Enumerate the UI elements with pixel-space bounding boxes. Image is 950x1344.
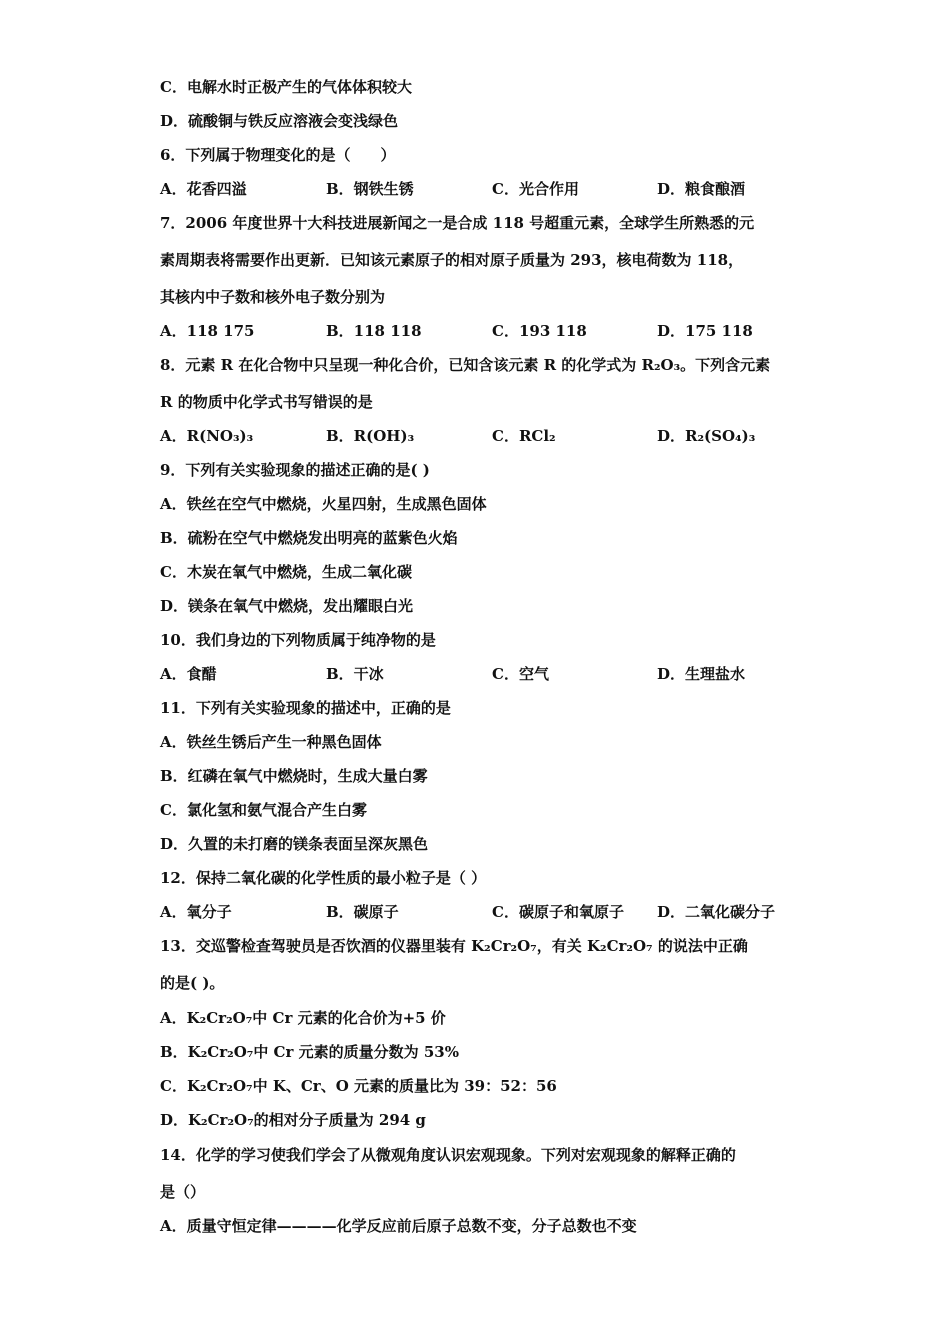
- q10-option-b: B．干冰: [326, 665, 384, 683]
- q8-option-c: C．RCl₂: [492, 427, 556, 445]
- q9-option-d: D．镁条在氧气中燃烧，发出耀眼白光: [160, 597, 414, 615]
- q14-stem-line1: 14．化学的学习使我们学会了从微观角度认识宏观现象。下列对宏观现象的解释正确的: [160, 1146, 736, 1164]
- q11-option-b: B．红磷在氧气中燃烧时，生成大量白雾: [160, 767, 428, 785]
- q5-option-c: C．电解水时正极产生的气体体积较大: [160, 78, 412, 96]
- q7-option-b: B．118 118: [326, 322, 422, 340]
- q5-option-d: D．硫酸铜与铁反应溶液会变浅绿色: [160, 112, 399, 130]
- q11-stem: 11．下列有关实验现象的描述中，正确的是: [160, 699, 451, 717]
- q11-option-c: C．氯化氢和氨气混合产生白雾: [160, 801, 367, 819]
- q6-option-a: A．花香四溢: [160, 180, 247, 198]
- q13-option-b: B．K₂Cr₂O₇中 Cr 元素的质量分数为 53%: [160, 1043, 459, 1061]
- q9-option-a: A．铁丝在空气中燃烧，火星四射，生成黑色固体: [160, 495, 487, 513]
- q6-stem: 6．下列属于物理变化的是（ ）: [160, 146, 396, 164]
- q7-stem-line2: 素周期表将需要作出更新．已知该元素原子的相对原子质量为 293，核电荷数为 118，: [160, 251, 744, 269]
- q8-option-d: D．R₂(SO₄)₃: [657, 427, 756, 445]
- q7-option-d: D．175 118: [657, 322, 753, 340]
- q12-option-d: D．二氧化碳分子: [657, 903, 776, 921]
- q8-option-b: B．R(OH)₃: [326, 427, 415, 445]
- q9-option-c: C．木炭在氧气中燃烧，生成二氧化碳: [160, 563, 412, 581]
- q12-option-b: B．碳原子: [326, 903, 399, 921]
- q14-stem-line2: 是（）: [160, 1183, 206, 1201]
- q6-option-b: B．钢铁生锈: [326, 180, 414, 198]
- q9-stem: 9．下列有关实验现象的描述正确的是( ): [160, 461, 430, 479]
- q7-stem-line1: 7．2006 年度世界十大科技进展新闻之一是合成 118 号超重元素，全球学生所熟悉的元: [160, 214, 755, 232]
- q11-option-d: D．久置的未打磨的镁条表面呈深灰黑色: [160, 835, 429, 853]
- q13-option-d: D．K₂Cr₂O₇的相对分子质量为 294 g: [160, 1111, 426, 1129]
- q7-option-c: C．193 118: [492, 322, 587, 340]
- q14-option-a: A．质量守恒定律————化学反应前后原子总数不变，分子总数也不变: [160, 1217, 637, 1235]
- q6-option-c: C．光合作用: [492, 180, 579, 198]
- q7-option-a: A．118 175: [160, 322, 255, 340]
- q8-stem-line2: R 的物质中化学式书写错误的是: [160, 393, 373, 411]
- q13-option-c: C．K₂Cr₂O₇中 K、Cr、O 元素的质量比为 39：52：56: [160, 1077, 557, 1095]
- q7-stem-line3: 其核内中子数和核外电子数分别为: [160, 288, 386, 306]
- q13-option-a: A．K₂Cr₂O₇中 Cr 元素的化合价为+5 价: [160, 1009, 446, 1027]
- q13-stem-line2: 的是( )。: [160, 974, 225, 992]
- q6-option-d: D．粮食酿酒: [657, 180, 746, 198]
- q12-stem: 12．保持二氧化碳的化学性质的最小粒子是（ ）: [160, 869, 487, 887]
- q10-option-d: D．生理盐水: [657, 665, 746, 683]
- q11-option-a: A．铁丝生锈后产生一种黑色固体: [160, 733, 382, 751]
- q12-option-a: A．氧分子: [160, 903, 232, 921]
- q10-option-a: A．食醋: [160, 665, 217, 683]
- q8-option-a: A．R(NO₃)₃: [160, 427, 254, 445]
- q10-option-c: C．空气: [492, 665, 549, 683]
- q12-option-c: C．碳原子和氧原子: [492, 903, 624, 921]
- q9-option-b: B．硫粉在空气中燃烧发出明亮的蓝紫色火焰: [160, 529, 458, 547]
- q8-stem-line1: 8．元素 R 在化合物中只呈现一种化合价，已知含该元素 R 的化学式为 R₂O₃。下列含元素: [160, 356, 771, 374]
- q10-stem: 10．我们身边的下列物质属于纯净物的是: [160, 631, 436, 649]
- q13-stem-line1: 13．交巡警检查驾驶员是否饮酒的仪器里装有 K₂Cr₂O₇，有关 K₂Cr₂O₇ 的说法中正确: [160, 937, 748, 955]
